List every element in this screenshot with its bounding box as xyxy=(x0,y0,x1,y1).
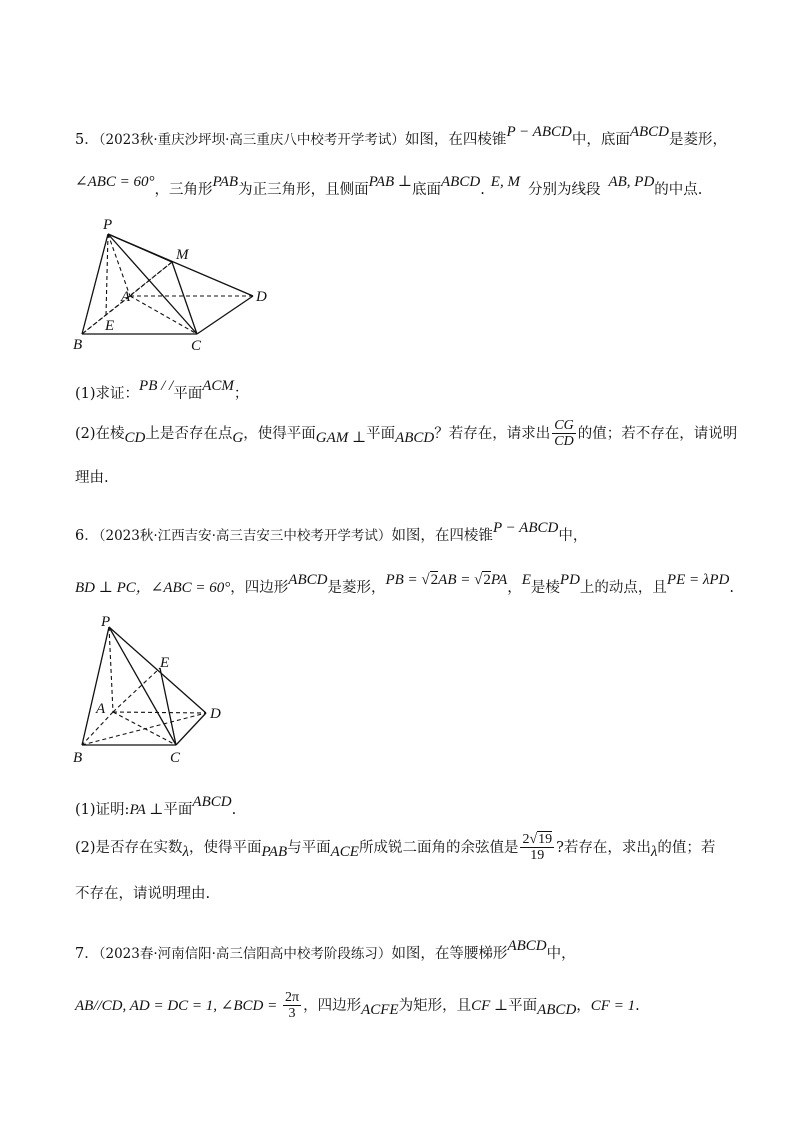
math: PB = xyxy=(385,572,422,588)
problem-6-part-2 xyxy=(75,832,715,864)
math: PAB xyxy=(212,174,239,190)
numerator-coefficient: 2 xyxy=(522,832,530,847)
math: E, M xyxy=(490,174,520,190)
vertex-label-c: C xyxy=(170,750,181,766)
text: 分别为线段 xyxy=(527,182,601,198)
fraction-denominator: 19 xyxy=(520,847,554,863)
text: 的值；若不存在，请说明 xyxy=(577,425,738,442)
sqrt-radicand: 2 xyxy=(430,572,439,588)
text: (1)证明: xyxy=(75,802,130,818)
problem-6-number: 6． xyxy=(75,528,99,544)
math: CF ⊥ xyxy=(471,997,509,1014)
text: 上的动点，且 xyxy=(579,580,667,596)
text: ； xyxy=(233,386,249,402)
text: . xyxy=(231,802,237,818)
vertex-label-e: E xyxy=(160,655,170,671)
math: CD xyxy=(124,429,146,446)
problem-6-source: （2023秋·江西吉安·高三吉安三中校考开学考试） xyxy=(98,528,392,544)
text: (2)在棱 xyxy=(75,425,125,442)
problem-5-part-2-cont xyxy=(75,466,109,487)
fraction-denominator: CD xyxy=(554,434,574,450)
problem-5-line-1 xyxy=(75,124,728,149)
math: ABCD xyxy=(507,938,547,954)
vertex-label-m: M xyxy=(176,247,189,263)
math: λ xyxy=(182,843,190,860)
math: BD ⊥ PC，∠ABC = 60° xyxy=(75,580,231,596)
math: PB / / xyxy=(139,378,174,394)
text: ，四边形 xyxy=(303,997,362,1014)
math: PA ⊥ xyxy=(129,802,164,818)
math: ABCD xyxy=(537,1001,577,1018)
text: 所成锐二面角的余弦值是 xyxy=(358,839,519,856)
text: ，四边形 xyxy=(230,580,289,596)
text: (2)是否存在实数 xyxy=(75,839,183,856)
text: 是菱形， xyxy=(327,580,386,596)
math: PA xyxy=(490,572,508,588)
math: ABCD xyxy=(192,794,232,810)
sqrt-radicand: 2 xyxy=(483,572,491,588)
vertex-label-a: A xyxy=(96,701,106,717)
pb-equation xyxy=(385,572,507,588)
fraction xyxy=(552,418,575,450)
math: CF = 1 xyxy=(590,997,636,1014)
math: ABCD xyxy=(288,572,328,588)
text: . xyxy=(635,997,640,1014)
math: AB, PD xyxy=(608,174,655,190)
text: 是菱形， xyxy=(669,132,728,148)
math: ABCD xyxy=(441,174,481,190)
text: 底面 xyxy=(412,182,442,198)
sqrt-symbol: √ xyxy=(474,572,483,588)
problem-5-figure xyxy=(70,215,270,355)
text: ？若存在，请求出 xyxy=(434,425,551,442)
math: E xyxy=(521,572,531,588)
text: ， xyxy=(507,580,522,596)
text: . xyxy=(729,580,734,596)
vertex-label-b: B xyxy=(73,337,83,353)
text: 为矩形，且 xyxy=(398,997,472,1014)
text: 中， xyxy=(546,946,576,962)
problem-6-figure xyxy=(70,610,240,770)
problem-5-number: 5． xyxy=(75,132,99,148)
sqrt-symbol: √ xyxy=(529,832,538,847)
problem-7-number: 7． xyxy=(75,946,99,962)
math: ABCD xyxy=(395,429,435,446)
math: AB//CD, AD = DC = 1, ∠BCD = xyxy=(75,997,281,1014)
text: 的中点. xyxy=(654,182,703,198)
text: 如图，在四棱锥 xyxy=(391,528,493,544)
vertex-label-c: C xyxy=(191,338,202,354)
math: PAB ⊥ xyxy=(368,174,413,190)
math: PAB xyxy=(261,843,288,860)
vertex-label-e: E xyxy=(105,318,115,334)
math: PE = λPD xyxy=(666,572,730,588)
vertex-label-p: P xyxy=(101,614,111,630)
text: 如图，在四棱锥 xyxy=(404,132,507,148)
fraction-numerator: 2π xyxy=(285,990,300,1005)
fraction-numerator: CG xyxy=(554,418,574,433)
fraction-denominator: 3 xyxy=(283,1005,301,1021)
text: (1)求证： xyxy=(75,386,140,402)
text: ?若存在，求出 xyxy=(556,839,651,856)
problem-6-line-1 xyxy=(75,520,588,545)
text: 平面 xyxy=(163,802,193,818)
math: G xyxy=(232,429,244,446)
text: 中，底面 xyxy=(571,132,630,148)
text: 上是否存在点 xyxy=(145,425,233,442)
vertex-label-d: D xyxy=(256,289,267,305)
fraction xyxy=(283,990,301,1022)
text: 是棱 xyxy=(530,580,560,596)
math: P − ABCD xyxy=(506,124,572,140)
math: ACFE xyxy=(361,1001,399,1018)
problem-5-part-2 xyxy=(75,418,737,450)
problem-5-part-1 xyxy=(75,378,249,403)
vertex-label-b: B xyxy=(73,750,83,766)
math: ACE xyxy=(330,843,359,860)
math: P − ABCD xyxy=(492,520,559,536)
text: 的值；若 xyxy=(657,839,716,856)
problem-5-line-2 xyxy=(75,174,703,199)
fraction-numerator xyxy=(520,832,554,847)
text: 理由. xyxy=(75,470,109,486)
problem-6-line-2 xyxy=(75,572,734,597)
text: ，使得平面 xyxy=(189,839,262,856)
text: 为正三角形，且侧面 xyxy=(238,182,369,198)
text: ， xyxy=(576,997,591,1014)
math: GAM ⊥ xyxy=(315,429,367,446)
sqrt-radicand: 19 xyxy=(538,832,553,847)
text: 平面 xyxy=(366,425,396,442)
problem-5-source: （2023秋·重庆沙坪坝·高三重庆八中校考开学考试） xyxy=(98,132,405,148)
math: PD xyxy=(559,572,580,588)
text: ，使得平面 xyxy=(243,425,316,442)
text: 平面 xyxy=(508,997,538,1014)
problem-6-part-2-cont xyxy=(75,882,210,903)
math: λ xyxy=(650,843,658,860)
fraction xyxy=(520,832,554,864)
vertex-label-p: P xyxy=(103,217,113,233)
text: 中， xyxy=(558,528,588,544)
math: ACM xyxy=(202,378,234,394)
vertex-label-d: D xyxy=(210,706,221,722)
text: 不存在，请说明理由. xyxy=(75,886,211,902)
math: AB = xyxy=(438,572,475,588)
text: ，三角形 xyxy=(154,182,213,198)
text: 平面 xyxy=(173,386,203,402)
text: 与平面 xyxy=(287,839,331,856)
problem-7-line-2 xyxy=(75,990,640,1022)
problem-6-part-1 xyxy=(75,794,237,819)
math: ∠ABC = 60° xyxy=(75,174,155,190)
vertex-label-a: A xyxy=(121,289,131,305)
problem-7-line-1 xyxy=(75,938,576,963)
math: ABCD xyxy=(629,124,670,140)
text: 如图，在等腰梯形 xyxy=(391,946,508,962)
sqrt-symbol: √ xyxy=(421,572,430,588)
text: . xyxy=(480,182,485,198)
problem-7-source: （2023春·河南信阳·高三信阳高中校考阶段练习） xyxy=(98,946,392,962)
